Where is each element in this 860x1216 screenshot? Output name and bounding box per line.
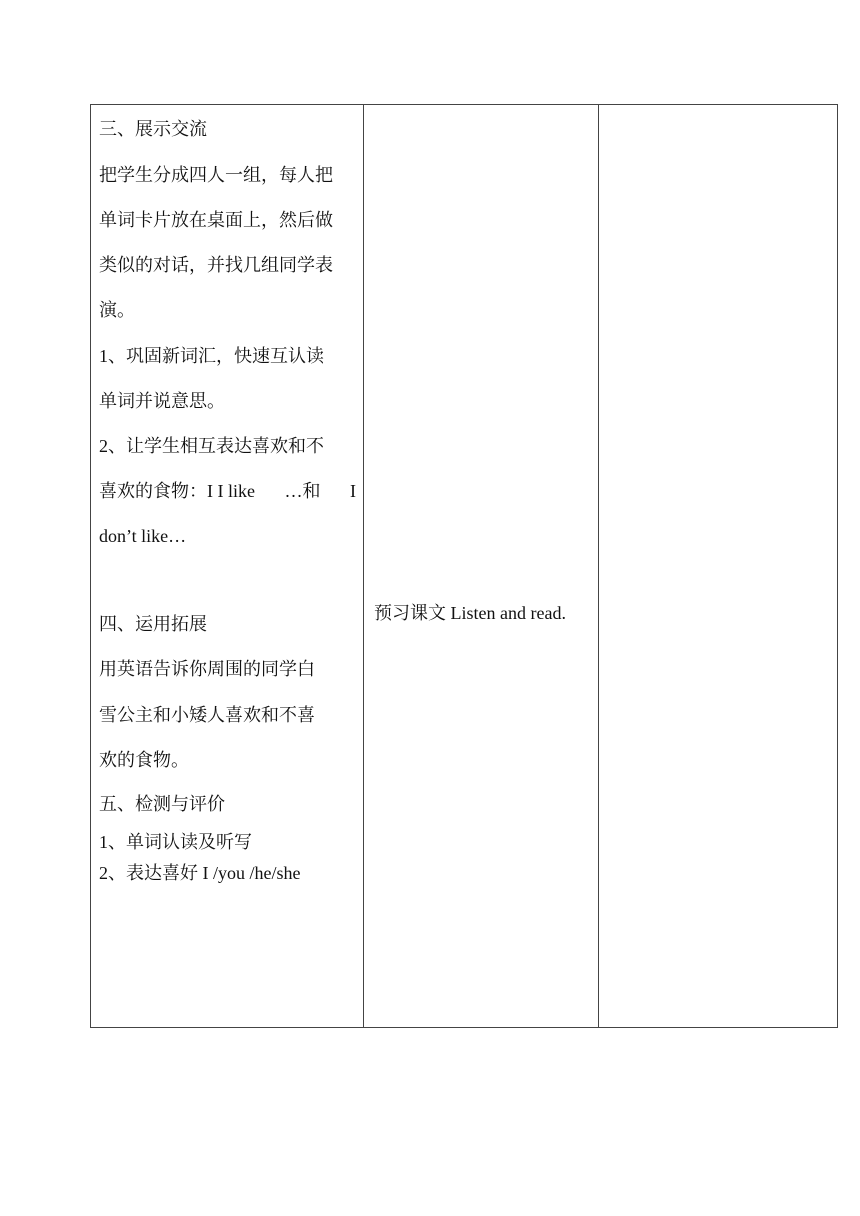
item2-line: 2、让学生相互表达喜欢和不 [99, 436, 324, 456]
student-activity-cell [364, 105, 599, 1028]
section4-paragraph-line: 欢的食物。 [99, 750, 189, 770]
section4-paragraph-line: 雪公主和小矮人喜欢和不喜 [99, 705, 315, 725]
section5-item: 2、表达喜好 I /you /he/she [99, 863, 301, 883]
section3-paragraph-line: 单词卡片放在桌面上，然后做 [99, 210, 333, 230]
item1-line: 单词并说意思。 [99, 391, 225, 411]
teaching-process-cell [91, 105, 364, 1028]
section3-paragraph-line: 把学生分成四人一组，每人把 [99, 165, 333, 185]
section5-heading: 五、检测与评价 [99, 794, 225, 814]
item2-part: I [349, 481, 356, 501]
section5-item: 1、单词认读及听写 [99, 832, 252, 852]
lesson-plan-table [90, 104, 838, 1028]
table-row [91, 105, 838, 1028]
item2-line: don’t like… [99, 526, 187, 546]
section3-paragraph-line: 演。 [99, 300, 135, 320]
notes-cell [599, 105, 838, 1028]
section3-heading: 三、展示交流 [99, 119, 207, 139]
item2-line [99, 480, 356, 502]
item2-part: …和 [284, 481, 321, 501]
item1-line: 1、巩固新词汇，快速互认读 [99, 346, 324, 366]
section4-paragraph-line: 用英语告诉你周围的同学白 [99, 659, 315, 679]
item2-part: 喜欢的食物：I I like [99, 481, 255, 501]
preview-text: 预习课文 Listen and read. [374, 603, 566, 623]
section3-paragraph-line: 类似的对话，并找几组同学表 [99, 255, 333, 275]
section4-heading: 四、运用拓展 [99, 614, 207, 634]
